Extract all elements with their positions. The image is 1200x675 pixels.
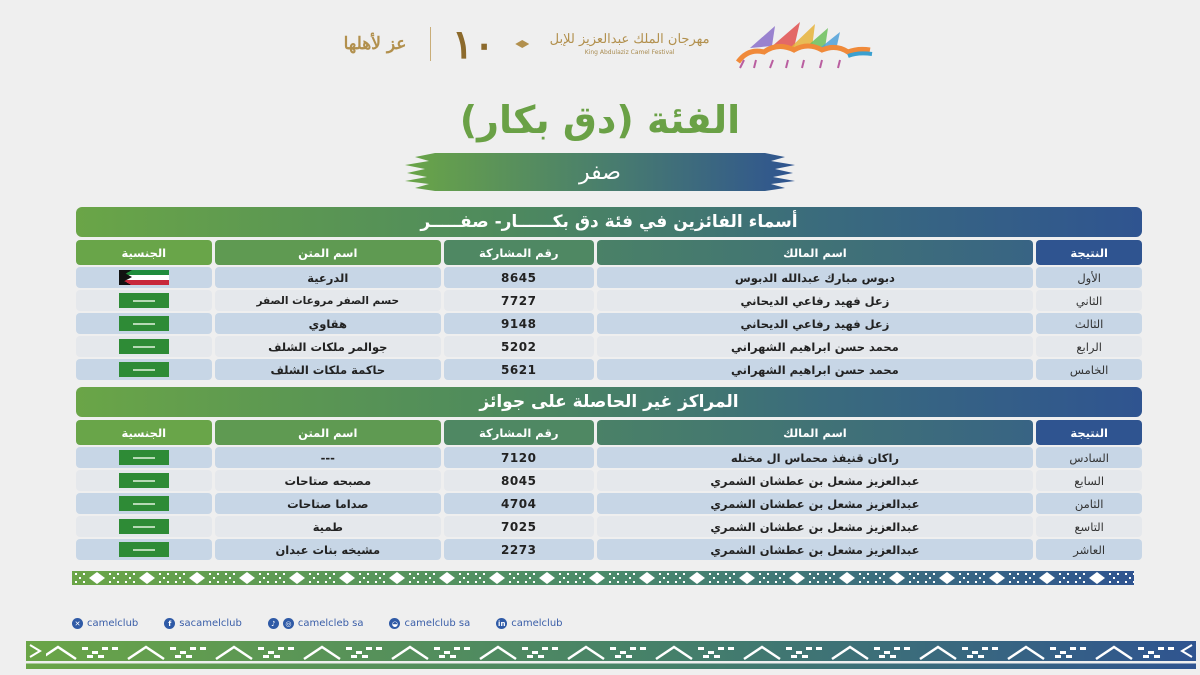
non-prize-column-headers bbox=[76, 420, 1142, 445]
owner-name: راكان قنيفذ محماس ال مخنله bbox=[597, 447, 1034, 468]
table-row bbox=[76, 336, 1142, 357]
entry-number: 8645 bbox=[444, 267, 594, 288]
social-handle: camelclub sa bbox=[404, 618, 471, 629]
result-rank: الرابع bbox=[1036, 336, 1142, 357]
table-row bbox=[76, 313, 1142, 334]
result-rank: الثامن bbox=[1036, 493, 1142, 514]
owner-name: زعل فهيد رفاعي الديحاني bbox=[597, 290, 1034, 311]
column-header-number: رقم المشاركة bbox=[444, 420, 594, 445]
social-handle: sacamelclub bbox=[179, 618, 242, 629]
saudi-flag-icon bbox=[119, 473, 169, 488]
page-title: الفئة (دق بكار) bbox=[459, 98, 741, 142]
saudi-flag-icon bbox=[119, 542, 169, 557]
table-row bbox=[76, 539, 1142, 560]
camel-name: طمية bbox=[215, 516, 441, 537]
result-rank: الأول bbox=[1036, 267, 1142, 288]
social-tiktok-instagram[interactable] bbox=[268, 618, 364, 629]
camel-riders-flags-icon bbox=[730, 18, 880, 70]
camel-name: صداما صتاحات bbox=[215, 493, 441, 514]
slogan-logo: عز لأهلها bbox=[343, 33, 407, 54]
saudi-flag-icon bbox=[119, 293, 169, 308]
linkedin-icon: in bbox=[498, 619, 506, 628]
saudi-flag-icon bbox=[119, 362, 169, 377]
owner-name: محمد حسن ابراهيم الشهراني bbox=[597, 359, 1034, 380]
winners-heading: أسماء الفائزين في فئة دق بكــــــار- صفـــــر bbox=[76, 207, 1142, 237]
festival-name bbox=[550, 33, 710, 56]
social-handle: camelclub bbox=[87, 618, 139, 629]
saudi-flag-icon bbox=[119, 519, 169, 534]
camel-name: جوالمر ملكات الشلف bbox=[215, 336, 441, 357]
header-logos bbox=[340, 14, 880, 74]
saudi-flag-icon bbox=[119, 496, 169, 511]
winners-column-headers bbox=[76, 240, 1142, 265]
tiktok-icon: ♪ bbox=[268, 618, 279, 629]
result-rank: الثالث bbox=[1036, 313, 1142, 334]
x-twitter-icon: ✕ bbox=[72, 618, 83, 629]
column-header-camel: اسم المتن bbox=[215, 240, 441, 265]
saudi-flag-icon bbox=[119, 450, 169, 465]
table-row bbox=[76, 359, 1142, 380]
non-prize-heading: المراكز غير الحاصلة على جوائز bbox=[76, 387, 1142, 417]
entry-number: 5202 bbox=[444, 336, 594, 357]
edition-number: ١٠ bbox=[451, 20, 495, 68]
social-facebook[interactable] bbox=[164, 618, 242, 629]
social-handles bbox=[72, 618, 563, 629]
camel-name: حسم الصفر مروعات الصفر bbox=[215, 290, 441, 311]
column-header-nationality: الجنسية bbox=[76, 420, 212, 445]
saudi-flag-icon bbox=[119, 339, 169, 354]
camel-name: الدرعية bbox=[215, 267, 441, 288]
winners-section bbox=[76, 207, 1142, 380]
camel-name: مصبحه صتاحات bbox=[215, 470, 441, 491]
festival-name-en: King Abdulaziz Camel Festival bbox=[584, 48, 675, 56]
month-label: صفر bbox=[579, 159, 621, 185]
owner-name: عبدالعزيز مشعل بن عطشان الشمري bbox=[597, 539, 1034, 560]
result-rank: العاشر bbox=[1036, 539, 1142, 560]
camel-name: هقاوي bbox=[215, 313, 441, 334]
non-prize-section bbox=[76, 387, 1142, 560]
footer-decorative-band bbox=[26, 641, 1196, 669]
table-row bbox=[76, 493, 1142, 514]
social-handle: camelclub bbox=[511, 618, 563, 629]
column-header-owner: اسم المالك bbox=[597, 420, 1034, 445]
entry-number: 7727 bbox=[444, 290, 594, 311]
owner-name: عبدالعزيز مشعل بن عطشان الشمري bbox=[597, 470, 1034, 491]
festival-name-ar: مهرجان الملك عبدالعزيز للإبل bbox=[549, 31, 710, 47]
month-banner bbox=[405, 153, 795, 191]
entry-number: 7025 bbox=[444, 516, 594, 537]
table-row bbox=[76, 447, 1142, 468]
saudi-flag-icon bbox=[119, 316, 169, 331]
instagram-icon: ◎ bbox=[283, 618, 294, 629]
entry-number: 2273 bbox=[444, 539, 594, 560]
camel-name: --- bbox=[215, 447, 441, 468]
table-row bbox=[76, 516, 1142, 537]
owner-name: محمد حسن ابراهيم الشهراني bbox=[597, 336, 1034, 357]
kuwait-flag-icon bbox=[119, 270, 169, 285]
entry-number: 8045 bbox=[444, 470, 594, 491]
table-row bbox=[76, 470, 1142, 491]
table-row bbox=[76, 267, 1142, 288]
facebook-icon: f bbox=[164, 618, 175, 629]
entry-number: 4704 bbox=[444, 493, 594, 514]
table-row bbox=[76, 290, 1142, 311]
result-rank: التاسع bbox=[1036, 516, 1142, 537]
owner-name: دبوس مبارك عبدالله الدبوس bbox=[597, 267, 1034, 288]
column-header-owner: اسم المالك bbox=[597, 240, 1034, 265]
social-linkedin[interactable] bbox=[496, 618, 562, 629]
diamond-icon bbox=[515, 40, 529, 48]
result-rank: الثاني bbox=[1036, 290, 1142, 311]
result-rank: الخامس bbox=[1036, 359, 1142, 380]
result-rank: السابع bbox=[1036, 470, 1142, 491]
owner-name: زعل فهيد رفاعي الديحاني bbox=[597, 313, 1034, 334]
camel-name: مشيخه بنات عبدان bbox=[215, 539, 441, 560]
result-rank: السادس bbox=[1036, 447, 1142, 468]
entry-number: 9148 bbox=[444, 313, 594, 334]
column-header-nationality: الجنسية bbox=[76, 240, 212, 265]
owner-name: عبدالعزيز مشعل بن عطشان الشمري bbox=[597, 493, 1034, 514]
column-header-result: النتيجة bbox=[1036, 240, 1142, 265]
entry-number: 5621 bbox=[444, 359, 594, 380]
column-header-camel: اسم المتن bbox=[215, 420, 441, 445]
camel-name: حاكمة ملكات الشلف bbox=[215, 359, 441, 380]
social-handle: camelcleb sa bbox=[297, 618, 364, 629]
column-header-number: رقم المشاركة bbox=[444, 240, 594, 265]
snapchat-icon: ◒ bbox=[389, 618, 400, 629]
social-x[interactable] bbox=[72, 618, 138, 629]
social-snapchat[interactable] bbox=[389, 618, 470, 629]
decorative-pattern-strip bbox=[72, 570, 1134, 584]
entry-number: 7120 bbox=[444, 447, 594, 468]
logo-divider bbox=[430, 27, 431, 61]
owner-name: عبدالعزيز مشعل بن عطشان الشمري bbox=[597, 516, 1034, 537]
column-header-result: النتيجة bbox=[1036, 420, 1142, 445]
